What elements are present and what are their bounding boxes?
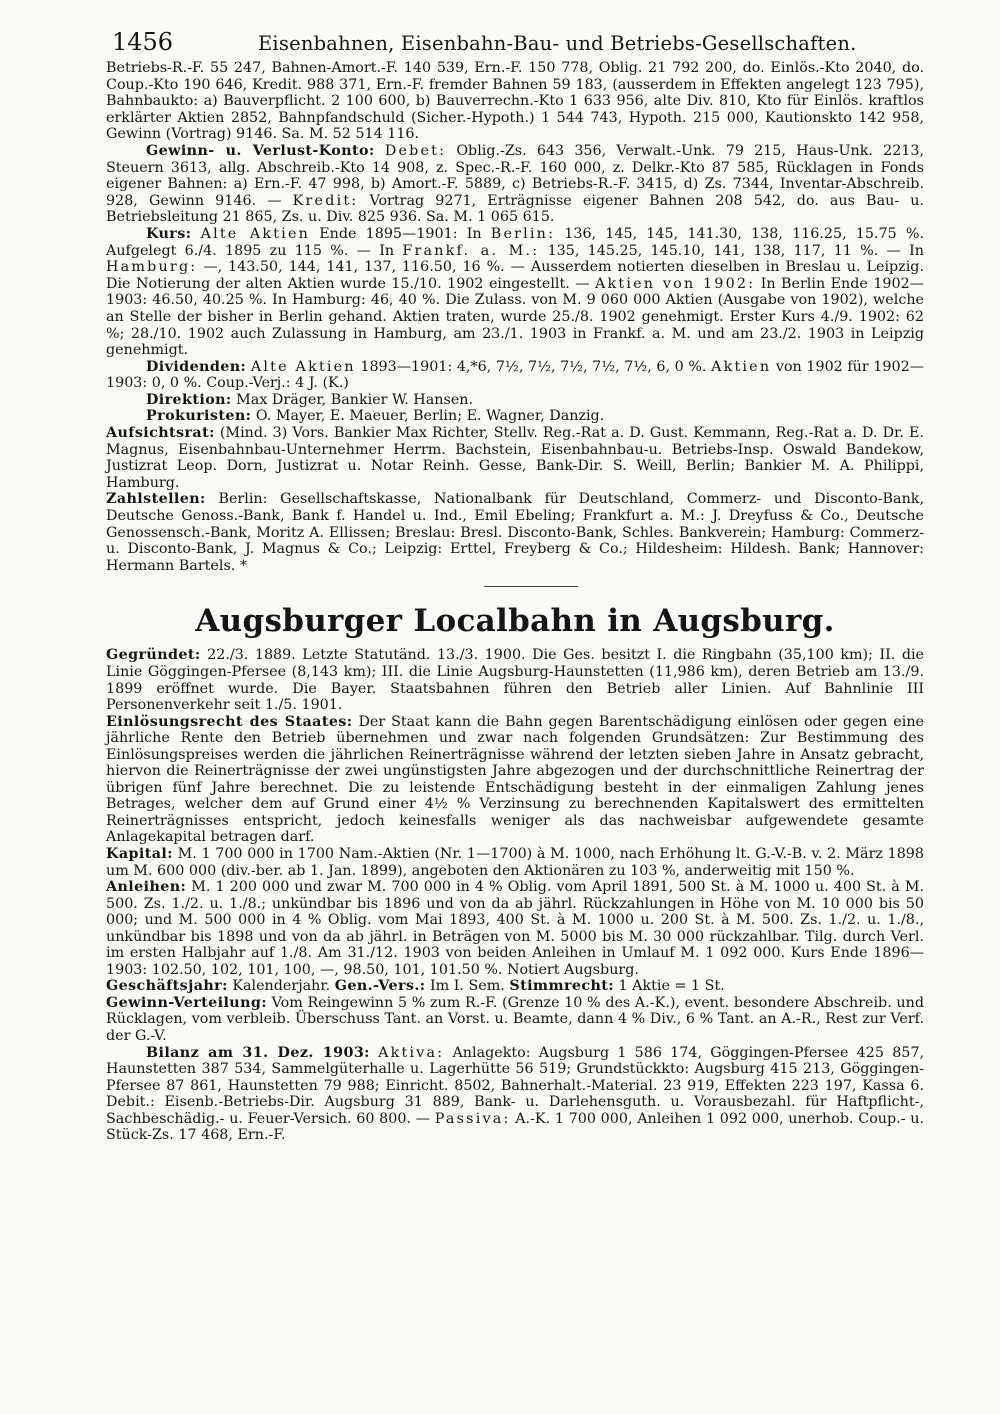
section-continued bbox=[106, 60, 924, 574]
running-title: Eisenbahnen, Eisenbahn-Bau- und Betriebs-Gesellschaften. bbox=[258, 32, 857, 55]
gewinn-verlust-konto: Gewinn- u. Verlust-Konto: Debet: Oblig.-Zs. 643 356, Verwalt.-Unk. 79 215, Haus-Unk. 2213, Steuern 3613, allg. Abschreib.-Kto 14 908, z. Spec.-R.-F. 160 000, z. Delkr.-Kto 87 585, Rücklagen in Fonds eigener Bahnen: a) Ern.-F. 47 998, b) Amort.-F. 5889, c) Betriebs-R.-F. 3415, d) Zs. 7344, Inventar-Abschreib. 928, Gewinn 9146. — Kredit: Vortrag 9271, Erträgnisse eigener Bahnen 208 542, do. aus Bau- u. Betriebsleitung 21 865, Zs. u. Div. 825 936. Sa. M. 1 065 615. bbox=[106, 142, 925, 226]
label: Direktion: bbox=[146, 391, 232, 408]
company-title: Augsburger Localbahn in Augsburg. bbox=[195, 603, 835, 640]
label: Prokuristen: bbox=[146, 408, 252, 425]
label: Gegründet: bbox=[106, 647, 201, 664]
label: Bilanz am 31. Dez. 1903: bbox=[146, 1044, 370, 1061]
kapital-entry: Kapital: M. 1 700 000 in 1700 Nam.-Aktien (Nr. 1—1700) à M. 1000, nach Erhöhung lt. G.-V.-B. v. 2. März 1898 um M. 600 000 (div.-ber. ab 1. Jan. 1899), angeboten den Aktionären zu 103 %, anderweitig mit 150 %. bbox=[106, 845, 925, 879]
direktion-entry: Direktion: Max Dräger, Bankier W. Hansen. bbox=[146, 391, 474, 408]
prokuristen-entry: Prokuristen: O. Mayer, E. Maeuer, Berlin; E. Wagner, Danzig. bbox=[146, 408, 605, 425]
dividenden-entry: Dividenden: Alte Aktien 1893—1901: 4,*6, 7½, 7½, 7½, 7½, 7½, 6, 0 %. Aktien von 1902 für 1902—1903: 0, 0 %. Coup.-Verj.: 4 J. (K.) bbox=[106, 358, 924, 392]
page bbox=[106, 20, 924, 1144]
page-header bbox=[106, 20, 924, 60]
label: Kurs: bbox=[146, 225, 192, 242]
gegruendet-entry: Gegründet: 22./3. 1889. Letzte Statutänd. 13./3. 1900. Die Ges. besitzt I. die Ringbahn (35,100 km); II. die Linie Göggingen-Pfersee (8,143 km); III. die Linie Augsburg-Haunstetten (11,986 km), deren Betrieb am 13./9. 1899 eröffnet wurde. Die Bayer. Staatsbahnen führen den Betrieb aller Linien. Auf Bahnlinie III Personenverkehr seit 1./5. 1901. bbox=[106, 647, 925, 714]
label: Zahlstellen: bbox=[106, 491, 206, 508]
label: Einlösungsrecht des Staates: bbox=[106, 713, 353, 730]
page-number: 1456 bbox=[112, 28, 174, 56]
label: Aufsichtsrat: bbox=[106, 425, 215, 442]
label: Kapital: bbox=[106, 845, 173, 862]
anleihen-entry: Anleihen: M. 1 200 000 und zwar M. 700 000 in 4 % Oblig. vom April 1891, 500 St. à M. 1000 u. 400 St. à M. 500. Zs. 1./2. u. 1./8.; unkündbar bis 1896 und von da ab jährl. Rückzahlungen in Höhe von M. 10 000 bis 50 000; und M. 500 000 in 4 % Oblig. vom Mai 1893, 400 St. à M. 1000 u. 200 St. à M. 500. Zs. 1./2. u. 1./8., unkündbar bis 1898 und von da ab jährl. in Beträgen von M. 5000 bis M. 30 000 rückzahlbar. Tilg. durch Verl. im ersten Halbjahr auf 1./8. Am 31./12. 1903 von beiden Anleihen in Umlauf M. 1 092 000. Kurs Ende 1896—1903: 102.50, 102, 101, 100, —, 98.50, 101, 101.50 %. Notiert Augsburg. bbox=[106, 879, 925, 978]
label: Gewinn-Verteilung: bbox=[106, 994, 267, 1011]
zahlstellen-entry: Zahlstellen: Berlin: Gesellschaftskasse, Nationalbank für Deutschland, Commerz- und Disconto-Bank, Deutsche Genoss.-Bank, Bank f. Handel u. Ind., Emil Ebeling; Frankfurt a. M.: J. Dreyfuss & Co., Deutsche Genossensch.-Bank, Moritz A. Ellissen; Breslau: Bresl. Disconto-Bank, Schles. Bankverein; Hamburg: Commerz- u. Disconto-Bank, J. Magnus & Co.; Leipzig: Erttel, Freyberg & Co.; Hildesheim: Hildesh. Bank; Hannover: Hermann Bartels. * bbox=[106, 491, 924, 574]
kurs-entry: Kurs: Alte Aktien Ende 1895—1901: In Berlin: 136, 145, 145, 141.30, 138, 116.25, 15.75 %. Aufgelegt 6./4. 1895 zu 115 %. — In Frankf. a. M.: 135, 145.25, 145.10, 141, 138, 117, 11 %. — In Hamburg: —, 143.50, 144, 141, 137, 116.50, 16 %. — Ausserdem notierten dieselben in Breslau u. Leipzig. Die Notierung der alten Aktien wurde 15./10. 1902 eingestellt. — Aktien von 1902: In Berlin Ende 1902—1903: 46.50, 40.25 %. In Hamburg: 46, 40 %. Die Zulass. von M. 9 060 000 Aktien (Ausgabe von 1902), welche an Stelle der bisher in Berlin gehand. Aktien traten, wurde 25./8. 1902 genehmigt. Erster Kurs 4./9. 1902: 62 %; 28./10. 1902 auch Zulassung in Hamburg, am 23./1. 1903 in Frankf. a. M. und am 23./2. 1903 in Leipzig genehmigt. bbox=[106, 225, 925, 359]
geschaeftsjahr-entry: Geschäftsjahr: Kalenderjahr. Gen.-Vers.: Im I. Sem. Stimmrecht: 1 Aktie = 1 St. bbox=[106, 978, 725, 995]
label: Gewinn- u. Verlust-Konto: bbox=[146, 142, 375, 159]
einloesungsrecht-entry: Einlösungsrecht des Staates: Der Staat kann die Bahn gegen Barentschädigung einlösen oder gegen eine jährliche Rente den Betrieb übernehmen und zwar nach folgenden Grundsätzen: Zur Bestimmung des Einlösungspreises werden die jährlichen Reinerträgnisse während der letzten sieben Jahre in Ansatz gebracht, hiervon die Reinerträgnisse der zwei ungünstigsten Jahre abgezogen und der durchschnittliche Reinertrag der übrigen fünf Jahre berechnet. Die zu leistende Entschädigung besteht in der einmaligen Zahlung jenes Betrages, welcher dem auf Grund einer 4½ % Verzinsung zu berechnenden Kapitalswert des ermittelten Reinerträgnisses entspricht, jedoch keinesfalls weniger als das nachweisbar aufgewendete gesamte Anlagekapital betragen darf. bbox=[106, 713, 925, 846]
company-section bbox=[106, 647, 924, 1143]
asterisk: * bbox=[239, 557, 248, 574]
section-divider bbox=[484, 586, 578, 587]
label: Stimmrecht: bbox=[509, 978, 614, 995]
label: Geschäftsjahr: bbox=[106, 978, 228, 995]
label: Dividenden: bbox=[146, 358, 247, 375]
gewinn-verteilung-entry: Gewinn-Verteilung: Vom Reingewinn 5 % zum R.-F. (Grenze 10 % des A.-K.), event. besondere Abschreib. und Rücklagen, vom verbleib. Überschuss Tant. an Vorst. u. Beamte, dann 4 % Div., 6 % Tant. an A.-R., Rest zur Verf. der G.-V. bbox=[106, 994, 924, 1044]
bilanz-passiva-continued: Betriebs-R.-F. 55 247, Bahnen-Amort.-F. 140 539, Ern.-F. 150 778, Oblig. 21 792 200, do. Einlös.-Kto 2040, do. Coup.-Kto 190 646, Kredit. 988 371, Ern.-F. fremder Bahnen 59 183, (ausserdem in Effekten angelegt 123 795), Bahnbaukto: a) Bauverpflicht. 2 100 600, b) Bauverrechn.-Kto 1 633 956, alte Div. 810, Kto für Einlös. kraftlos erklärter Aktien 2852, Bahnpfandschuld (Sicher.-Hypoth.) 1 544 743, Hypoth. 215 000, Kautionskto 142 958, Gewinn (Vortrag) 9146. Sa. M. 52 514 116. bbox=[106, 60, 924, 143]
label: Gen.-Vers.: bbox=[334, 978, 426, 995]
bilanz-entry: Bilanz am 31. Dez. 1903: Aktiva: Anlagekto: Augsburg 1 586 174, Göggingen-Pfersee 425 857, Haunstetten 387 534, Sammelgüterhalle u. Lagerhütte 56 519; Grundstückkto: Augsburg 415 213, Göggingen-Pfersee 87 861, Haunstetten 79 988; Einricht. 8502, Bahnerhalt.-Material. 23 919, Effekten 223 197, Kassa 6. Debit.: Eisenb.-Betriebs-Dir. Augsburg 31 889, Bank- u. Darlehensguth. u. Vorausbezahl. für Haftpflicht-, Sachbeschädig.- u. Feuer-Versich. 60 800. — Passiva: A.-K. 1 700 000, Anleihen 1 092 000, unerhob. Coup.- u. Stück-Zs. 17 468, Ern.-F. bbox=[106, 1044, 925, 1144]
aufsichtsrat-entry: Aufsichtsrat: (Mind. 3) Vors. Bankier Max Richter, Stellv. Reg.-Rat a. D. Gust. Kemmann, Reg.-Rat a. D. Dr. E. Magnus, Eisenbahnbau-Unternehmer Herrm. Bachstein, Eisenbahnbau-u. Betriebs-Insp. Oswald Bandekow, Justizrat Leop. Dorn, Justizrat u. Notar Reinh. Gesse, Bank-Dir. S. Weill, Berlin; Bankier M. A. Philippi, Hamburg. bbox=[106, 425, 924, 491]
label: Anleihen: bbox=[106, 879, 187, 896]
